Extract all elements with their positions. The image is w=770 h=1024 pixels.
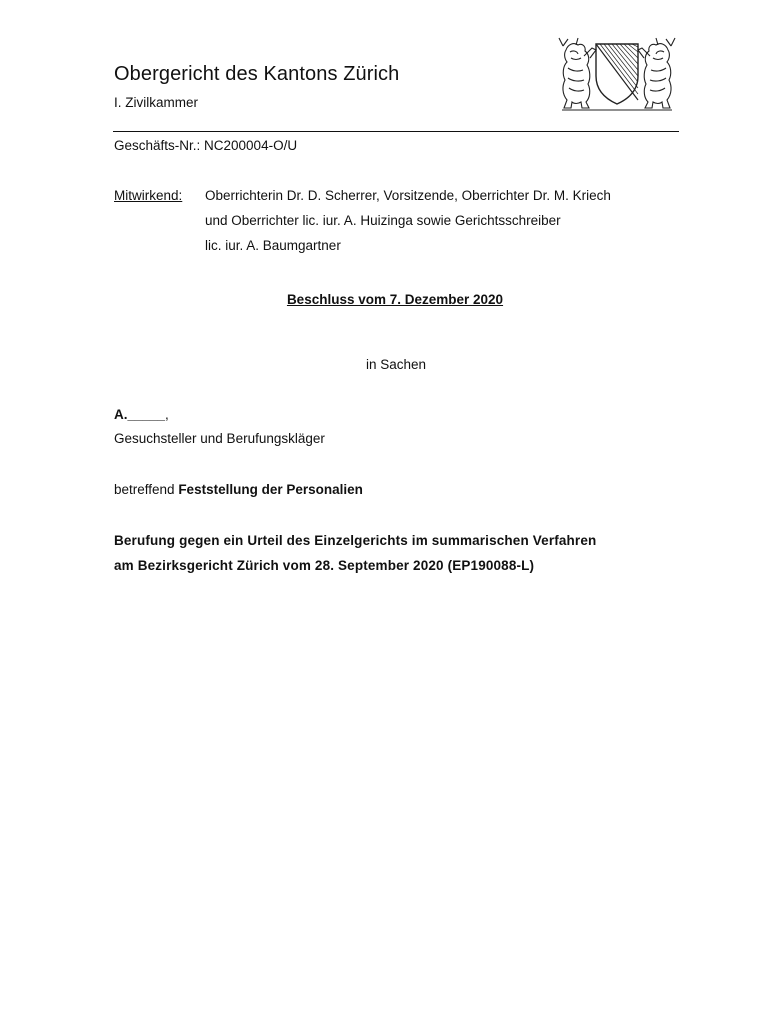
participants-line-3: lic. iur. A. Baumgartner bbox=[205, 238, 341, 253]
participants-label: Mitwirkend: bbox=[114, 188, 183, 203]
case-number: Geschäfts-Nr.: NC200004-O/U bbox=[114, 138, 298, 153]
court-name: Obergericht des Kantons Zürich bbox=[114, 63, 400, 85]
party-name bbox=[114, 406, 169, 424]
zurich-coat-of-arms-icon bbox=[556, 36, 678, 112]
subject-text: Feststellung der Personalien bbox=[178, 482, 363, 497]
subject-prefix: betreffend bbox=[114, 482, 179, 497]
party-role: Gesuchsteller und Berufungskläger bbox=[114, 431, 325, 446]
decision-title: Beschluss vom 7. Dezember 2020 bbox=[286, 292, 504, 307]
chamber-name: I. Zivilkammer bbox=[114, 95, 198, 110]
subject-line bbox=[114, 481, 363, 499]
party-name-text: A._____ bbox=[114, 407, 166, 422]
appeal-line-2: am Bezirksgericht Zürich vom 28. September 2020 (EP190088-L) bbox=[114, 558, 535, 573]
header-divider bbox=[113, 131, 679, 132]
party-name-suffix: , bbox=[165, 407, 169, 422]
participants-line-2: und Oberrichter lic. iur. A. Huizinga sowie Gerichtsschreiber bbox=[205, 213, 561, 228]
in-sachen-text: in Sachen bbox=[365, 357, 427, 372]
participants-line-1: Oberrichterin Dr. D. Scherrer, Vorsitzende, Oberrichter Dr. M. Kriech bbox=[205, 188, 611, 203]
appeal-line-1: Berufung gegen ein Urteil des Einzelgerichts im summarischen Verfahren bbox=[114, 533, 597, 548]
